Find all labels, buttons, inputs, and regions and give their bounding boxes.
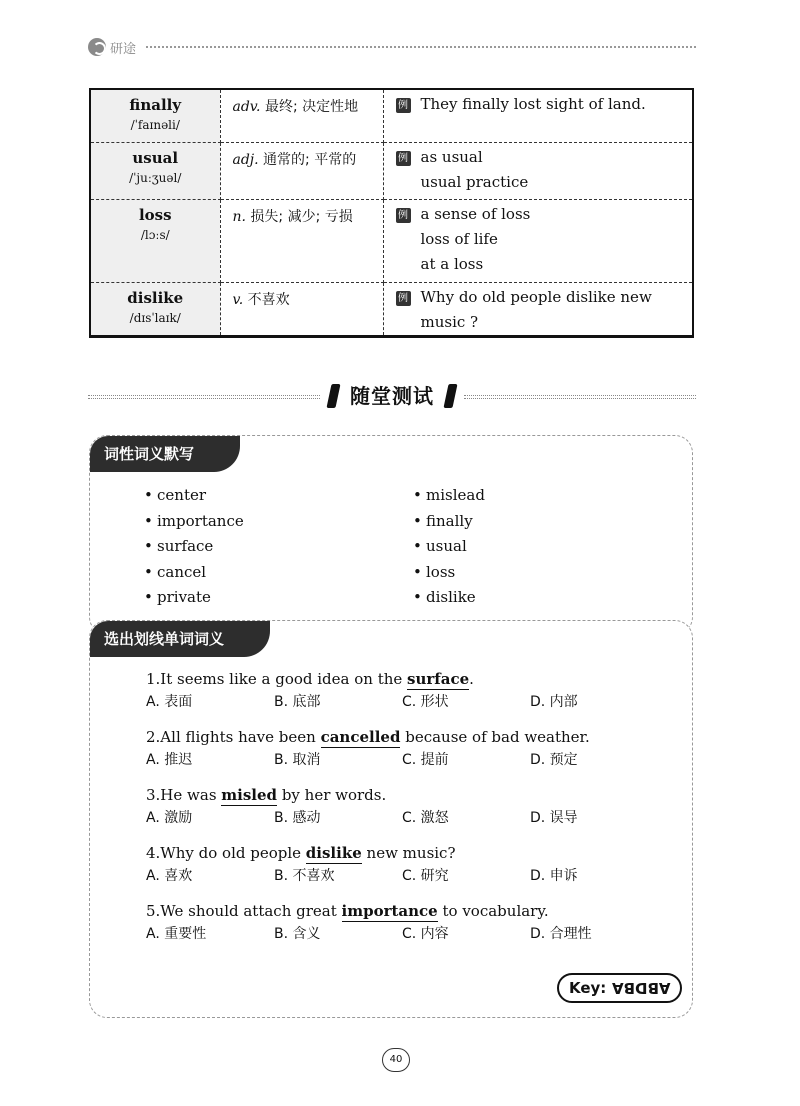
section-title: 随堂测试: [329, 380, 455, 412]
word-list-right: [413, 483, 485, 611]
list-item: • private: [144, 585, 244, 611]
vocab-pronunciation: /ˈfaɪnəli/: [130, 118, 180, 132]
vocab-pronunciation: /lɔːs/: [140, 227, 170, 242]
vocab-word: finally: [129, 96, 182, 114]
question-options: [146, 748, 676, 774]
page-header: [88, 37, 696, 57]
question-options: [146, 922, 676, 948]
vocab-pos: v.: [232, 291, 244, 308]
vocab-meaning: 最终; 决定性地: [260, 99, 359, 115]
word-list-left: [144, 483, 244, 611]
list-item: • cancel: [144, 560, 244, 586]
question-options: [146, 806, 676, 832]
vocab-example-cell: [383, 142, 693, 199]
multiple-choice-box: [89, 620, 693, 1018]
vocab-table: [89, 88, 694, 338]
vocab-example: loss of life: [420, 229, 498, 248]
question-text: [146, 784, 676, 806]
option-d: D. 误导: [530, 810, 578, 826]
option-b: B. 含义: [274, 926, 321, 942]
vocab-pronunciation: /ˈjuːʒuəl/: [129, 170, 182, 185]
option-c: C. 提前: [402, 752, 449, 768]
word-recall-title: 词性词义默写: [90, 436, 240, 472]
list-item: • center: [144, 483, 244, 509]
underlined-word: misled: [221, 786, 278, 804]
option-b: B. 底部: [274, 694, 321, 710]
vocab-meaning: 损失; 减少; 亏损: [245, 208, 353, 225]
question: [146, 668, 676, 716]
section-title-bar: [88, 380, 696, 412]
question-options: [146, 864, 676, 890]
vocab-example-cell: [383, 89, 693, 142]
question-suffix: new music?: [361, 844, 456, 862]
vocab-example: as usual: [420, 147, 483, 166]
multiple-choice-title: 选出划线单词词义: [90, 621, 270, 657]
question-prefix: 1.It seems like a good idea on the: [146, 670, 408, 688]
option-b: B. 取消: [274, 752, 321, 768]
vocab-meaning-cell: [220, 199, 383, 282]
vocab-pos: adv.: [232, 99, 261, 115]
vocab-pronunciation: /dɪsˈlaɪk/: [129, 310, 181, 325]
example-badge-icon: 例: [396, 151, 411, 166]
vocab-example: at a loss: [420, 254, 484, 273]
example-badge-icon: 例: [396, 98, 411, 113]
brand-logo-icon: [88, 38, 106, 56]
answer-key: [557, 973, 682, 1003]
question: [146, 726, 676, 774]
question-text: [146, 842, 676, 864]
option-c: C. 激怒: [402, 810, 449, 826]
underlined-word: surface: [407, 670, 470, 688]
option-d: D. 合理性: [530, 926, 592, 942]
vocab-example: Why do old people dislike new music ?: [420, 287, 652, 331]
question: [146, 842, 676, 890]
option-a: A. 表面: [146, 694, 193, 710]
question: [146, 784, 676, 832]
vocab-meaning-cell: [220, 142, 383, 199]
section-divider-right: [464, 395, 696, 399]
underlined-word: cancelled: [320, 728, 401, 746]
question-prefix: 2.All flights have been: [146, 728, 321, 746]
question-text: [146, 726, 676, 748]
vocab-example-cell: [383, 282, 693, 336]
brand-name: 研途: [110, 41, 137, 57]
option-a: A. 激励: [146, 810, 193, 826]
question: [146, 900, 676, 948]
vocab-row: [90, 282, 693, 336]
list-item: • mislead: [413, 483, 485, 509]
list-item: • finally: [413, 509, 485, 535]
vocab-example-cell: [383, 199, 693, 282]
vocab-word-cell: [90, 89, 220, 142]
question-prefix: 3.He was: [146, 786, 222, 804]
answer-key-label: Key:: [568, 979, 612, 997]
question-prefix: 4.Why do old people: [146, 844, 306, 862]
vocab-word: loss: [138, 205, 172, 224]
question-suffix: .: [469, 670, 474, 688]
vocab-word-cell: [90, 199, 220, 282]
option-a: A. 推迟: [146, 752, 193, 768]
vocab-row: [90, 199, 693, 282]
question-text: [146, 668, 676, 690]
vocab-pos: adj.: [232, 151, 259, 168]
vocab-meaning: 通常的; 平常的: [258, 151, 357, 168]
vocab-meaning-cell: [220, 282, 383, 336]
question-options: [146, 690, 676, 716]
option-b: B. 不喜欢: [274, 868, 335, 884]
vocab-example: a sense of loss: [420, 204, 531, 223]
example-badge-icon: 例: [396, 208, 411, 223]
example-badge-icon: 例: [396, 291, 411, 306]
vocab-word: usual: [132, 148, 179, 167]
option-d: D. 预定: [530, 752, 578, 768]
section-divider-left: [88, 395, 320, 399]
option-d: D. 申诉: [530, 868, 578, 884]
vocab-row: [90, 142, 693, 199]
question-suffix: because of bad weather.: [400, 728, 590, 746]
question-prefix: 5.We should attach great: [146, 902, 342, 920]
vocab-example: They finally lost sight of land.: [420, 95, 646, 113]
vocab-word: dislike: [127, 288, 184, 307]
vocab-word-cell: [90, 142, 220, 199]
option-a: A. 重要性: [146, 926, 207, 942]
list-item: • usual: [413, 534, 485, 560]
word-recall-box: [89, 435, 693, 635]
option-d: D. 内部: [530, 694, 578, 710]
vocab-meaning: 不喜欢: [243, 291, 290, 308]
question-suffix: by her words.: [277, 786, 387, 804]
vocab-meaning-cell: [220, 89, 383, 142]
option-a: A. 喜欢: [146, 868, 193, 884]
question-text: [146, 900, 676, 922]
header-divider: [146, 46, 696, 48]
underlined-word: importance: [341, 902, 438, 920]
underlined-word: dislike: [305, 844, 362, 862]
option-c: C. 内容: [402, 926, 449, 942]
option-c: C. 研究: [402, 868, 449, 884]
list-item: • surface: [144, 534, 244, 560]
list-item: • importance: [144, 509, 244, 535]
option-c: C. 形状: [402, 694, 449, 710]
vocab-word-cell: [90, 282, 220, 336]
vocab-row: [90, 89, 693, 142]
vocab-example: usual practice: [420, 172, 529, 191]
list-item: • loss: [413, 560, 485, 586]
question-suffix: to vocabulary.: [437, 902, 549, 920]
answer-key-value: ABDBA: [611, 979, 671, 997]
list-item: • dislike: [413, 585, 485, 611]
option-b: B. 感动: [274, 810, 321, 826]
question-list: [146, 668, 676, 958]
page-number: 40: [382, 1048, 410, 1072]
vocab-pos: n.: [232, 208, 246, 225]
